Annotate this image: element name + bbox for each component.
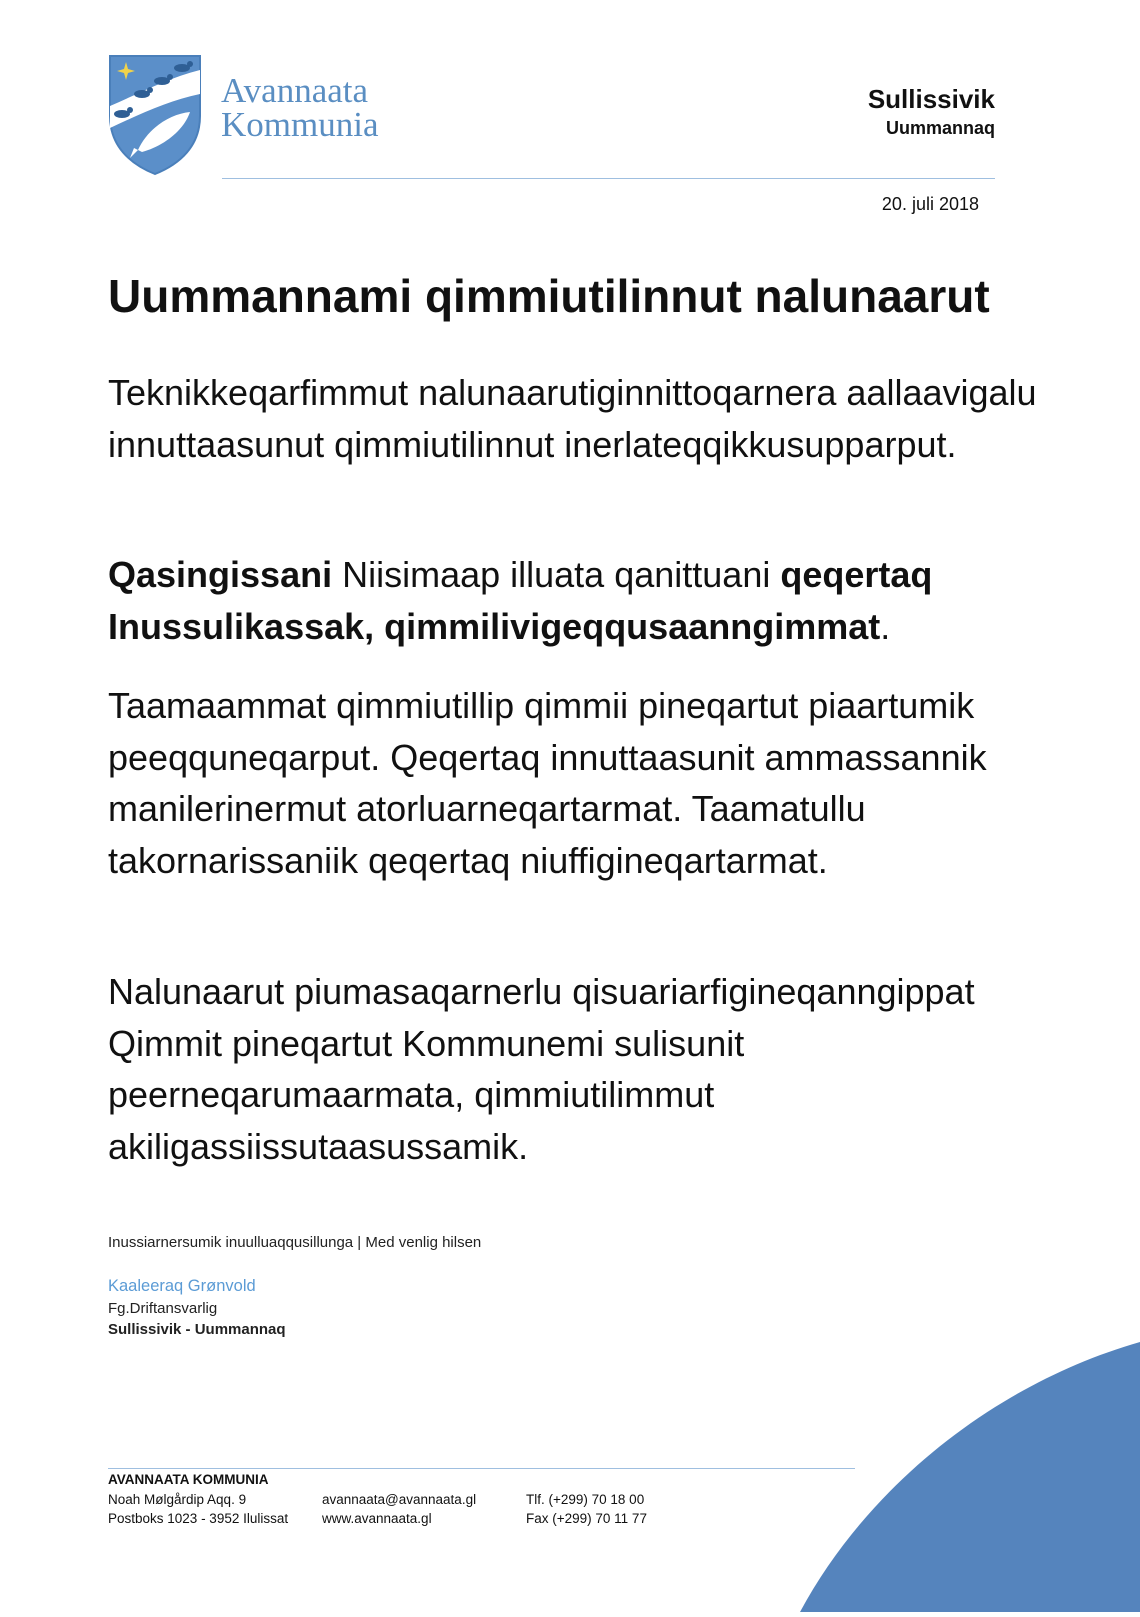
signer-unit: Sullissivik - Uummannaq xyxy=(108,1321,286,1338)
p2-bold-location: Qasingissani xyxy=(108,554,333,595)
decorative-corner-arc xyxy=(780,1342,1140,1612)
footer-phone: Tlf. (+299) 70 18 00 xyxy=(526,1492,645,1507)
header-divider xyxy=(222,178,995,179)
footer-organization: AVANNAATA KOMMUNIA xyxy=(108,1472,269,1487)
footer-fax: Fax (+299) 70 11 77 xyxy=(526,1511,647,1526)
paragraph-2 xyxy=(108,549,1068,652)
footer-email: avannaata@avannaata.gl xyxy=(322,1492,477,1507)
paragraph-3: Taamaammat qimmiutillip qimmii pineqartut piaartumik peeqquneqarput. Qeqertaq innuttaasunit ammassannik manilerinermut atorluarneqartarmat. Taamatullu takornarissaniik qeqertaq niuffigineqartarmat. xyxy=(108,685,987,881)
p2-end: . xyxy=(880,605,891,647)
paragraph-4: Nalunaarut piumasaqarnerlu qisuariarfigineqanngippat Qimmit pineqartut Kommunemi sulisunit peerneqarumaarmata, qimmiutilimmut akiligassiissutaasussamik. xyxy=(108,971,975,1167)
p2-bold-island: qeqertaq Inussulikassak, qimmilivigeqqusaanngimmat xyxy=(108,554,933,647)
footer-website: www.avannaata.gl xyxy=(322,1511,432,1526)
document-date: 20. juli 2018 xyxy=(881,194,979,214)
wordmark-line1: Avannaata xyxy=(221,71,369,110)
signer-title: Fg.Driftansvarlig xyxy=(108,1300,218,1317)
paragraph-1: Teknikkeqarfimmut nalunaarutiginnittoqarnera aallaavigalu innuttaasunut qimmiutilinnut inerlateqqikkusupparput. xyxy=(108,372,1037,465)
footer-divider xyxy=(108,1468,855,1469)
p2-text: Niisimaap illuata qanittuani xyxy=(332,554,781,595)
letter-title: Uummannami qimmiutilinnut nalunaarut xyxy=(108,270,990,322)
footer-address-line2: Postboks 1023 - 3952 Ilulissat xyxy=(108,1511,289,1526)
department-name: Sullissivik xyxy=(867,84,995,114)
footer-address-line1: Noah Mølgårdip Aqq. 9 xyxy=(108,1492,247,1507)
sender-block xyxy=(868,84,995,142)
signer-name: Kaaleeraq Grønvold xyxy=(108,1277,256,1295)
organization-wordmark xyxy=(221,71,379,144)
coat-of-arms-logo xyxy=(108,54,202,176)
closing-greeting: Inussiarnersumik inuulluaqqusillunga | Med venlig hilsen xyxy=(108,1234,482,1251)
wordmark-line2: Kommunia xyxy=(221,105,379,144)
town-name: Uummannaq xyxy=(885,118,995,138)
